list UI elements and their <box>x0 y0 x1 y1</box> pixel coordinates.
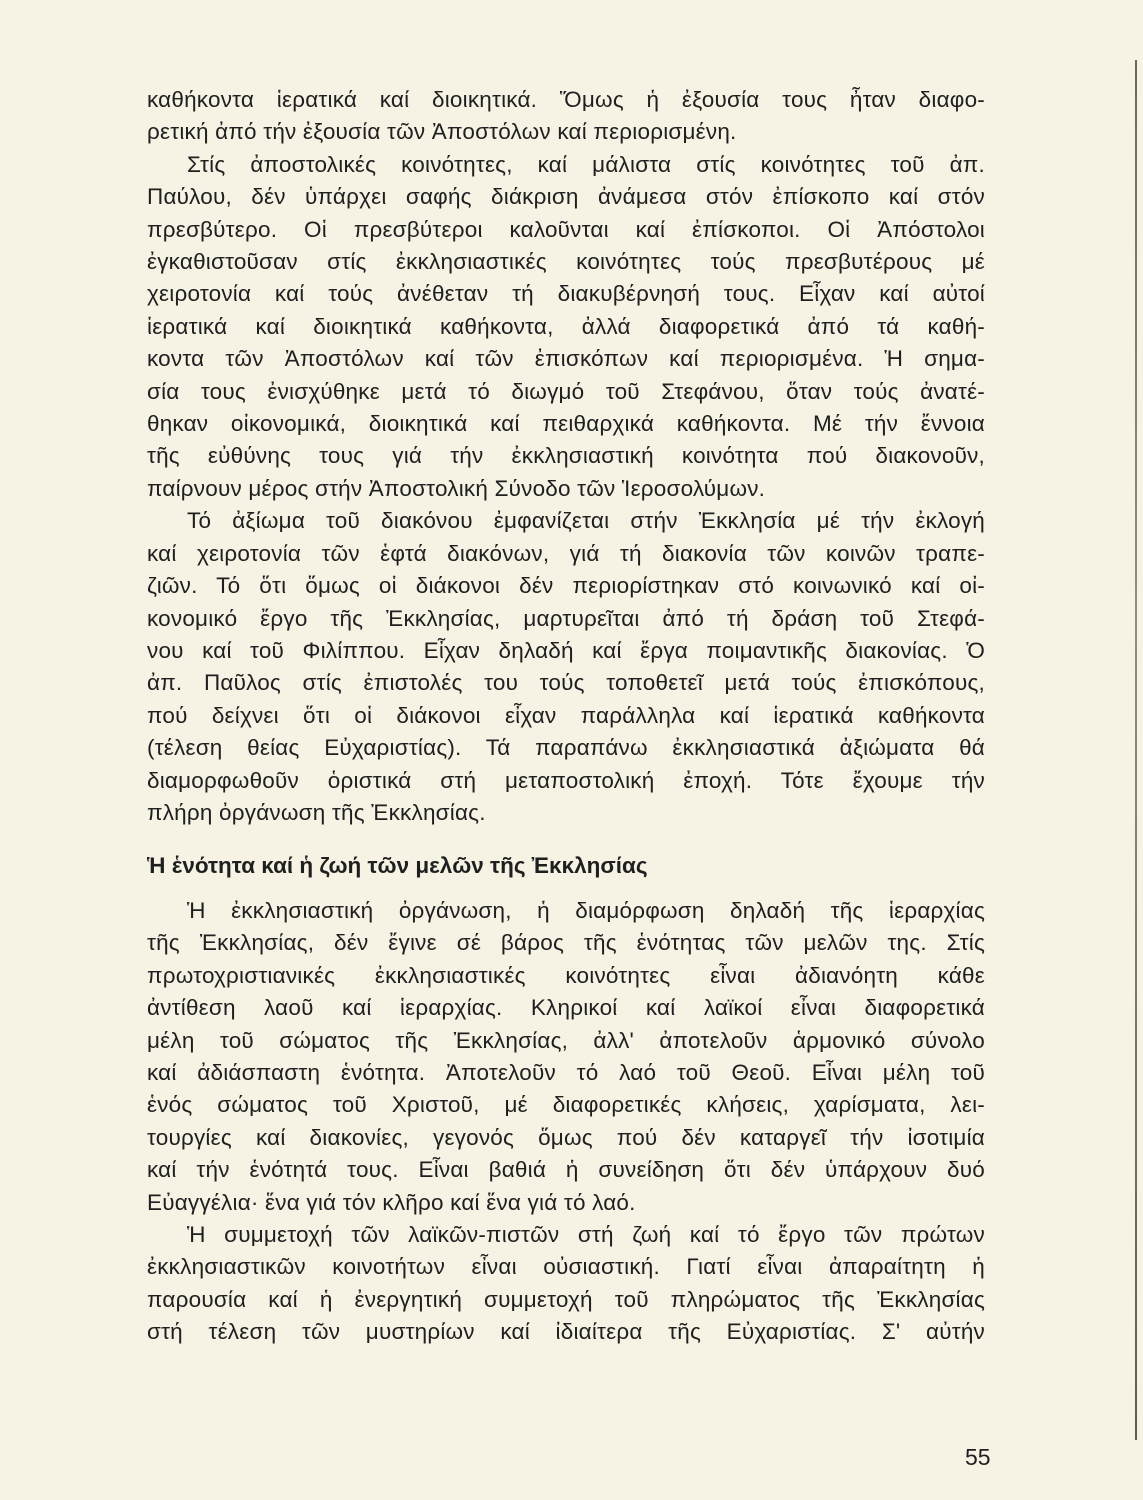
text-line: καί τήν ἑνότητά τους. Εἶναι βαθιά ἡ συνείδηση ὅτι δέν ὑπάρχουν δυό <box>147 1157 985 1183</box>
text-line: διαμορφωθοῦν ὁριστικά στή μεταποστολική ἐποχή. Τότε ἔχουμε τήν <box>147 767 985 793</box>
text-line: κονομικό ἔργο τῆς Ἐκκλησίας, μαρτυρεῖται ἀπό τή δράση τοῦ Στεφά- <box>147 605 985 631</box>
text-line: ἀντίθεση λαοῦ καί ἱεραρχίας. Κληρικοί καί λαϊκοί εἶναι διαφορετικά <box>147 995 985 1021</box>
text-line: Εὐαγγέλια· ἕνα γιά τόν κλῆρο καί ἕνα γιά τό λαό. <box>147 1189 636 1215</box>
text-line: Στίς ἀποστολικές κοινότητες, καί μάλιστα στίς κοινότητες τοῦ ἀπ. <box>187 151 985 177</box>
text-line: ἐκκλησιαστικῶν κοινοτήτων εἶναι οὐσιαστική. Γιατί εἶναι ἀπαραίτητη ἡ <box>147 1254 985 1280</box>
text-line: ἐγκαθιστοῦσαν στίς ἐκκλησιαστικές κοινότητες τούς πρεσβυτέρους μέ <box>147 249 985 275</box>
text-line: νου καί τοῦ Φιλίππου. Εἶχαν δηλαδή καί ἔργα ποιμαντικῆς διακονίας. Ὁ <box>147 637 985 663</box>
text-line: ἑνός σώματος τοῦ Χριστοῦ, μέ διαφορετικές κλήσεις, χαρίσματα, λει- <box>147 1092 985 1118</box>
text-line: (τέλεση θείας Εὐχαριστίας). Τά παραπάνω ἐκκλησιαστικά ἀξιώματα θά <box>147 735 985 761</box>
text-line: τῆς Ἐκκλησίας, δέν ἔγινε σέ βάρος τῆς ἑνότητας τῶν μελῶν της. Στίς <box>147 930 985 956</box>
text-line: ἱερατικά καί διοικητικά καθήκοντα, ἀλλά διαφορετικά ἀπό τά καθή- <box>147 313 985 339</box>
page-edge-shadow <box>1135 60 1137 1440</box>
text-line: στή τέλεση τῶν μυστηρίων καί ἰδιαίτερα τῆς Εὐχαριστίας. Σ' αὐτήν <box>147 1319 985 1345</box>
section-heading: Ἡ ἑνότητα καί ἡ ζωή τῶν μελῶν τῆς Ἐκκλησίας <box>147 853 648 878</box>
text-line: Ἡ συμμετοχή τῶν λαϊκῶν-πιστῶν στή ζωή καί τό ἔργο τῶν πρώτων <box>187 1222 985 1248</box>
section-unity-text <box>147 895 985 1349</box>
text-line: παίρνουν μέρος στήν Ἀποστολική Σύνοδο τῶν Ἱεροσολύμων. <box>147 475 766 501</box>
text-line: χειροτονία καί τούς ἀνέθεταν τή διακυβέρνησή τους. Εἶχαν καί αὐτοί <box>147 281 985 307</box>
text-line: παρουσία καί ἡ ἐνεργητική συμμετοχή τοῦ πληρώματος τῆς Ἐκκλησίας <box>147 1286 985 1312</box>
text-line: Ἡ ἐκκλησιαστική ὀργάνωση, ἡ διαμόρφωση δηλαδή τῆς ἱεραρχίας <box>187 898 985 923</box>
section-hierarchy-text <box>147 84 985 829</box>
text-line: πού δείχνει ὅτι οἱ διάκονοι εἶχαν παράλληλα καί ἱερατικά καθήκοντα <box>147 702 985 728</box>
text-line: πλήρη ὀργάνωση τῆς Ἐκκλησίας. <box>147 799 486 825</box>
text-line: ζιῶν. Τό ὅτι ὅμως οἱ διάκονοι δέν περιορίστηκαν στό κοινωνικό καί οἰ- <box>147 573 985 599</box>
text-line: ρετική ἀπό τήν ἐξουσία τῶν Ἀποστόλων καί περιορισμένη. <box>147 119 737 145</box>
text-line: ἀπ. Παῦλος στίς ἐπιστολές του τούς τοποθετεῖ μετά τούς ἐπισκόπους, <box>147 670 985 696</box>
text-line: καί ἀδιάσπαστη ἑνότητα. Ἀποτελοῦν τό λαό τοῦ Θεοῦ. Εἶναι μέλη τοῦ <box>147 1060 985 1086</box>
text-line: θηκαν οἰκονομικά, διοικητικά καί πειθαρχικά καθήκοντα. Μέ τήν ἔννοια <box>147 411 985 437</box>
text-line: Τό ἀξίωμα τοῦ διακόνου ἐμφανίζεται στήν Ἐκκλησία μέ τήν ἐκλογή <box>187 508 985 534</box>
text-line: πρεσβύτερο. Οἱ πρεσβύτεροι καλοῦνται καί ἐπίσκοποι. Οἱ Ἀπόστολοι <box>147 216 985 242</box>
text-line: πρωτοχριστιανικές ἐκκλησιαστικές κοινότητες εἶναι ἀδιανόητη κάθε <box>147 962 985 988</box>
text-line: κοντα τῶν Ἀποστόλων καί τῶν ἐπισκόπων καί περιορισμένα. Ἡ σημα- <box>147 346 985 372</box>
text-line: σία τους ἐνισχύθηκε μετά τό διωγμό τοῦ Στεφάνου, ὅταν τούς ἀνατέ- <box>147 378 985 404</box>
page-number: 55 <box>965 1444 991 1470</box>
text-line: Παύλου, δέν ὑπάρχει σαφής διάκριση ἀνάμεσα στόν ἐπίσκοπο καί στόν <box>147 184 985 210</box>
text-line: καί χειροτονία τῶν ἑφτά διακόνων, γιά τή διακονία τῶν κοινῶν τραπε- <box>147 540 985 566</box>
text-line: μέλη τοῦ σώματος τῆς Ἐκκλησίας, ἀλλ' ἀποτελοῦν ἁρμονικό σύνολο <box>147 1027 985 1053</box>
text-line: τουργίες καί διακονίες, γεγονός ὅμως πού δέν καταργεῖ τήν ἰσοτιμία <box>147 1124 985 1150</box>
text-line: καθήκοντα ἱερατικά καί διοικητικά. Ὅμως ἡ ἐξουσία τους ἦταν διαφο- <box>147 87 985 112</box>
text-line: τῆς εὐθύνης τους γιά τήν ἐκκλησιαστική κοινότητα πού διακονοῦν, <box>147 443 985 469</box>
